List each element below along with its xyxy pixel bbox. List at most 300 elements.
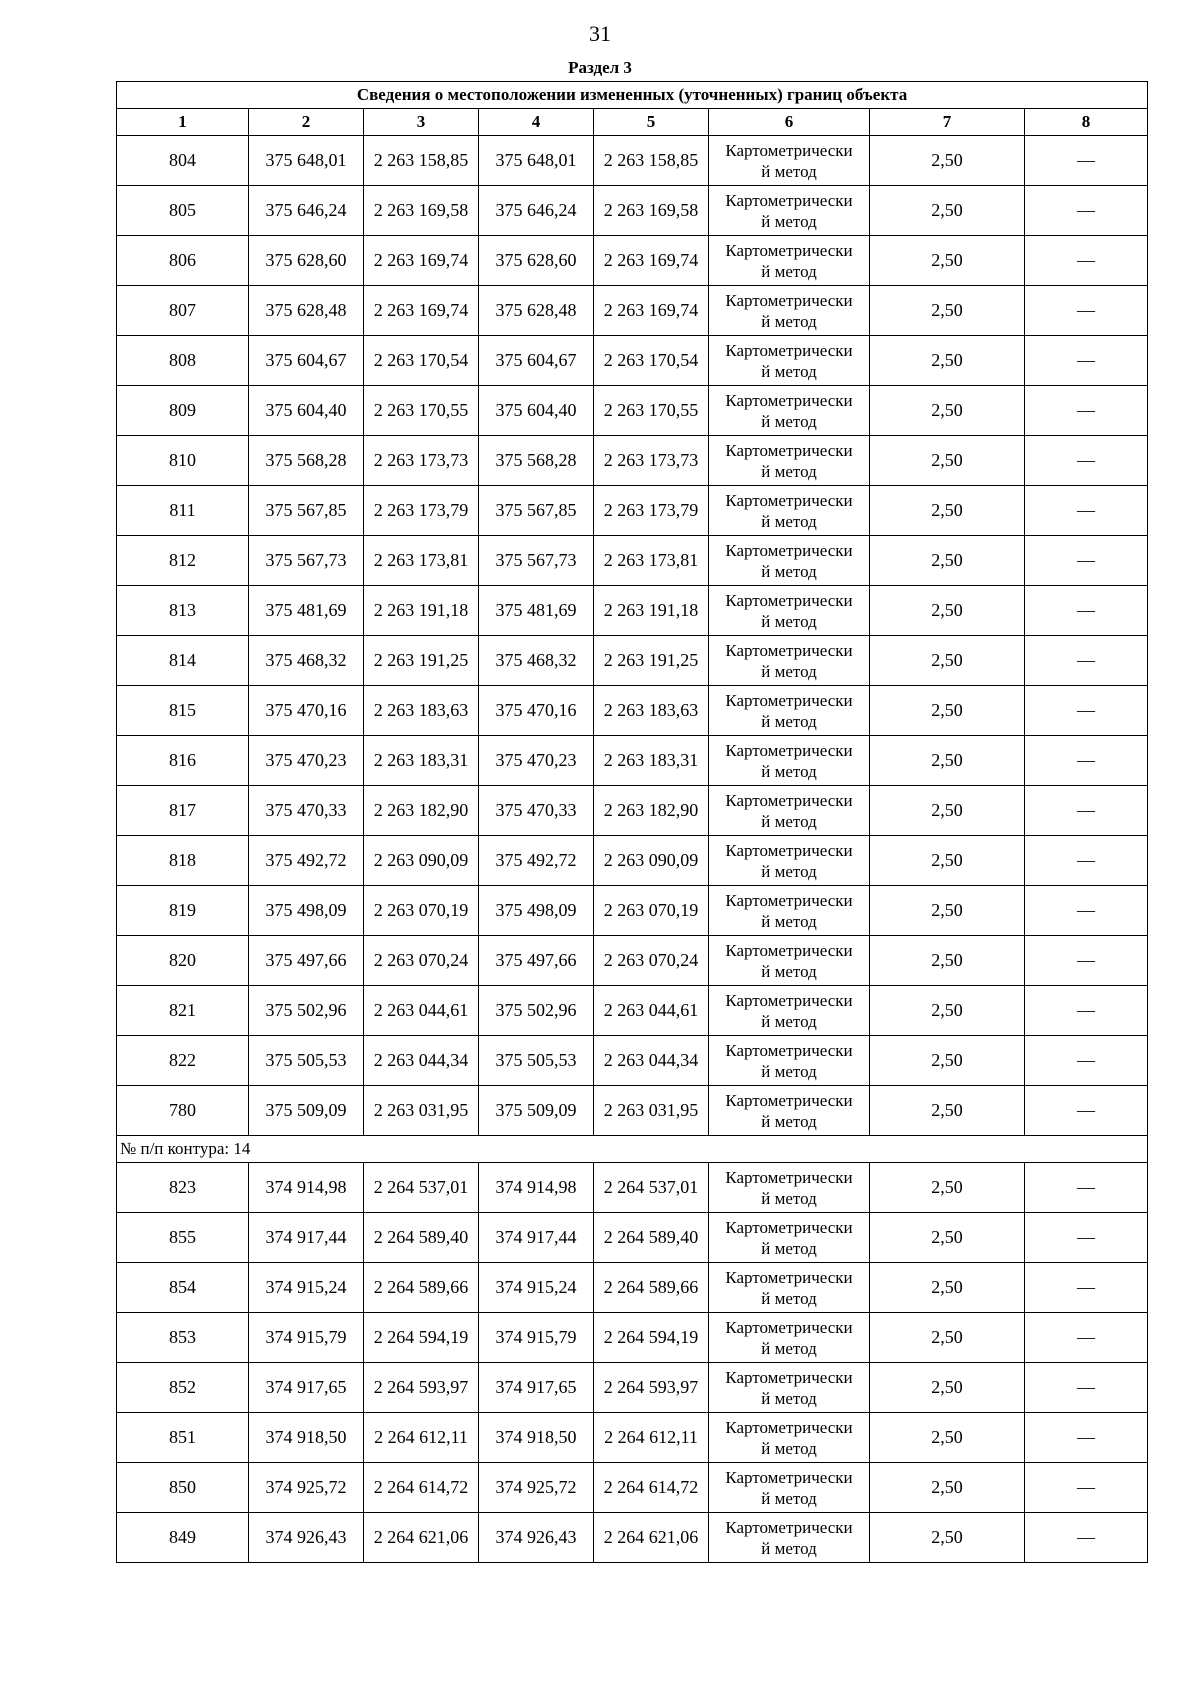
x-new-cell: 374 926,43 — [479, 1513, 594, 1563]
x-old-cell: 375 470,23 — [249, 736, 364, 786]
y-old-cell: 2 263 183,31 — [364, 736, 479, 786]
y-new-cell: 2 263 169,74 — [594, 236, 709, 286]
y-new-cell: 2 264 537,01 — [594, 1163, 709, 1213]
method-line-2: й метод — [761, 511, 817, 531]
x-new-cell: 375 628,60 — [479, 236, 594, 286]
method-line-1: Картометрически — [725, 790, 853, 810]
y-old-cell: 2 263 170,54 — [364, 336, 479, 386]
accuracy-cell: 2,50 — [870, 586, 1025, 636]
method-line-2: й метод — [761, 961, 817, 981]
description-cell: — — [1025, 386, 1148, 436]
x-old-cell: 374 917,65 — [249, 1363, 364, 1413]
x-new-cell: 375 648,01 — [479, 136, 594, 186]
y-new-cell: 2 263 173,79 — [594, 486, 709, 536]
description-cell: — — [1025, 236, 1148, 286]
method-line-1: Картометрически — [725, 1167, 853, 1187]
point-number-cell: 818 — [117, 836, 249, 886]
contour-label: № п/п контура: 14 — [117, 1136, 1148, 1163]
x-new-cell: 374 914,98 — [479, 1163, 594, 1213]
point-number-cell: 815 — [117, 686, 249, 736]
x-old-cell: 375 470,16 — [249, 686, 364, 736]
method-cell — [709, 886, 870, 936]
accuracy-cell: 2,50 — [870, 1513, 1025, 1563]
point-number-cell: 816 — [117, 736, 249, 786]
table-caption: Сведения о местоположении измененных (уточненных) границ объекта — [117, 82, 1148, 109]
accuracy-cell: 2,50 — [870, 536, 1025, 586]
method-line-2: й метод — [761, 1288, 817, 1308]
description-cell: — — [1025, 636, 1148, 686]
y-old-cell: 2 264 593,97 — [364, 1363, 479, 1413]
description-cell: — — [1025, 786, 1148, 836]
y-new-cell: 2 263 191,25 — [594, 636, 709, 686]
method-cell — [709, 436, 870, 486]
x-old-cell: 375 567,73 — [249, 536, 364, 586]
method-cell — [709, 386, 870, 436]
y-old-cell: 2 263 169,74 — [364, 286, 479, 336]
point-number-cell: 811 — [117, 486, 249, 536]
description-cell: — — [1025, 736, 1148, 786]
point-number-cell: 849 — [117, 1513, 249, 1563]
point-number-cell: 819 — [117, 886, 249, 936]
description-cell: — — [1025, 1513, 1148, 1563]
accuracy-cell: 2,50 — [870, 1463, 1025, 1513]
method-line-2: й метод — [761, 1111, 817, 1131]
table-row — [117, 436, 1148, 486]
y-old-cell: 2 263 191,25 — [364, 636, 479, 686]
description-cell: — — [1025, 186, 1148, 236]
y-old-cell: 2 263 044,34 — [364, 1036, 479, 1086]
x-old-cell: 374 914,98 — [249, 1163, 364, 1213]
x-old-cell: 375 492,72 — [249, 836, 364, 886]
method-line-1: Картометрически — [725, 1417, 853, 1437]
description-cell: — — [1025, 986, 1148, 1036]
x-old-cell: 374 915,79 — [249, 1313, 364, 1363]
column-number: 3 — [364, 109, 479, 136]
y-old-cell: 2 263 031,95 — [364, 1086, 479, 1136]
table-row — [117, 1513, 1148, 1563]
table-row — [117, 1213, 1148, 1263]
x-new-cell: 375 481,69 — [479, 586, 594, 636]
accuracy-cell: 2,50 — [870, 1413, 1025, 1463]
x-old-cell: 375 509,09 — [249, 1086, 364, 1136]
y-new-cell: 2 263 183,31 — [594, 736, 709, 786]
table-body — [117, 136, 1148, 1563]
y-old-cell: 2 263 169,58 — [364, 186, 479, 236]
column-number: 4 — [479, 109, 594, 136]
x-new-cell: 375 470,23 — [479, 736, 594, 786]
y-old-cell: 2 264 594,19 — [364, 1313, 479, 1363]
x-new-cell: 375 646,24 — [479, 186, 594, 236]
y-old-cell: 2 263 191,18 — [364, 586, 479, 636]
point-number-cell: 854 — [117, 1263, 249, 1313]
x-old-cell: 375 481,69 — [249, 586, 364, 636]
description-cell: — — [1025, 586, 1148, 636]
column-number-row — [117, 109, 1148, 136]
x-old-cell: 375 568,28 — [249, 436, 364, 486]
y-old-cell: 2 263 158,85 — [364, 136, 479, 186]
y-new-cell: 2 263 169,58 — [594, 186, 709, 236]
method-cell — [709, 786, 870, 836]
description-cell: — — [1025, 1086, 1148, 1136]
y-new-cell: 2 263 182,90 — [594, 786, 709, 836]
y-new-cell: 2 263 070,24 — [594, 936, 709, 986]
accuracy-cell: 2,50 — [870, 1213, 1025, 1263]
table-row — [117, 586, 1148, 636]
x-old-cell: 375 470,33 — [249, 786, 364, 836]
method-line-1: Картометрически — [725, 1317, 853, 1337]
x-new-cell: 374 925,72 — [479, 1463, 594, 1513]
point-number-cell: 808 — [117, 336, 249, 386]
method-line-2: й метод — [761, 911, 817, 931]
x-old-cell: 374 917,44 — [249, 1213, 364, 1263]
method-line-1: Картометрически — [725, 290, 853, 310]
table-row — [117, 1086, 1148, 1136]
y-new-cell: 2 263 169,74 — [594, 286, 709, 336]
description-cell: — — [1025, 886, 1148, 936]
method-cell — [709, 686, 870, 736]
accuracy-cell: 2,50 — [870, 336, 1025, 386]
method-line-2: й метод — [761, 211, 817, 231]
method-cell — [709, 486, 870, 536]
table-row — [117, 236, 1148, 286]
method-line-2: й метод — [761, 1238, 817, 1258]
point-number-cell: 813 — [117, 586, 249, 636]
method-line-2: й метод — [761, 761, 817, 781]
x-new-cell: 375 492,72 — [479, 836, 594, 886]
method-cell — [709, 1163, 870, 1213]
accuracy-cell: 2,50 — [870, 1363, 1025, 1413]
method-line-1: Картометрически — [725, 540, 853, 560]
description-cell: — — [1025, 686, 1148, 736]
table-row — [117, 386, 1148, 436]
method-line-2: й метод — [761, 361, 817, 381]
point-number-cell: 852 — [117, 1363, 249, 1413]
accuracy-cell: 2,50 — [870, 186, 1025, 236]
point-number-cell: 820 — [117, 936, 249, 986]
column-number: 6 — [709, 109, 870, 136]
table-row — [117, 986, 1148, 1036]
x-new-cell: 375 470,33 — [479, 786, 594, 836]
point-number-cell: 809 — [117, 386, 249, 436]
x-new-cell: 375 567,73 — [479, 536, 594, 586]
table-row — [117, 786, 1148, 836]
method-line-1: Картометрически — [725, 640, 853, 660]
method-cell — [709, 1413, 870, 1463]
point-number-cell: 851 — [117, 1413, 249, 1463]
method-cell — [709, 836, 870, 886]
method-line-1: Картометрически — [725, 590, 853, 610]
y-new-cell: 2 263 044,61 — [594, 986, 709, 1036]
column-number: 2 — [249, 109, 364, 136]
x-new-cell: 375 568,28 — [479, 436, 594, 486]
method-cell — [709, 586, 870, 636]
point-number-cell: 812 — [117, 536, 249, 586]
method-cell — [709, 236, 870, 286]
accuracy-cell: 2,50 — [870, 986, 1025, 1036]
x-new-cell: 375 628,48 — [479, 286, 594, 336]
y-old-cell: 2 263 070,24 — [364, 936, 479, 986]
x-new-cell: 375 604,67 — [479, 336, 594, 386]
y-old-cell: 2 263 170,55 — [364, 386, 479, 436]
y-new-cell: 2 263 173,73 — [594, 436, 709, 486]
point-number-cell: 822 — [117, 1036, 249, 1086]
table-row — [117, 836, 1148, 886]
x-old-cell: 375 628,60 — [249, 236, 364, 286]
x-old-cell: 375 604,67 — [249, 336, 364, 386]
accuracy-cell: 2,50 — [870, 1036, 1025, 1086]
accuracy-cell: 2,50 — [870, 636, 1025, 686]
method-line-1: Картометрически — [725, 890, 853, 910]
y-old-cell: 2 263 182,90 — [364, 786, 479, 836]
y-new-cell: 2 264 594,19 — [594, 1313, 709, 1363]
y-old-cell: 2 263 169,74 — [364, 236, 479, 286]
description-cell: — — [1025, 1163, 1148, 1213]
table-row — [117, 136, 1148, 186]
accuracy-cell: 2,50 — [870, 786, 1025, 836]
method-line-2: й метод — [761, 811, 817, 831]
method-line-1: Картометрически — [725, 240, 853, 260]
x-new-cell: 375 498,09 — [479, 886, 594, 936]
y-new-cell: 2 263 090,09 — [594, 836, 709, 886]
method-line-1: Картометрически — [725, 1467, 853, 1487]
accuracy-cell: 2,50 — [870, 736, 1025, 786]
table-row — [117, 686, 1148, 736]
table-row — [117, 636, 1148, 686]
y-new-cell: 2 264 614,72 — [594, 1463, 709, 1513]
y-new-cell: 2 264 589,40 — [594, 1213, 709, 1263]
y-old-cell: 2 263 173,79 — [364, 486, 479, 536]
contour-label-row — [117, 1136, 1148, 1163]
x-new-cell: 374 918,50 — [479, 1413, 594, 1463]
y-old-cell: 2 264 614,72 — [364, 1463, 479, 1513]
table-row — [117, 1163, 1148, 1213]
column-number: 7 — [870, 109, 1025, 136]
table-row — [117, 936, 1148, 986]
x-new-cell: 375 567,85 — [479, 486, 594, 536]
point-number-cell: 855 — [117, 1213, 249, 1263]
accuracy-cell: 2,50 — [870, 836, 1025, 886]
method-line-2: й метод — [761, 1188, 817, 1208]
table-row — [117, 286, 1148, 336]
description-cell: — — [1025, 1263, 1148, 1313]
method-line-2: й метод — [761, 711, 817, 731]
method-cell — [709, 736, 870, 786]
method-line-1: Картометрически — [725, 140, 853, 160]
point-number-cell: 780 — [117, 1086, 249, 1136]
y-old-cell: 2 264 589,66 — [364, 1263, 479, 1313]
method-cell — [709, 1513, 870, 1563]
x-new-cell: 375 470,16 — [479, 686, 594, 736]
page-number: 31 — [589, 21, 611, 46]
method-line-1: Картометрически — [725, 340, 853, 360]
table-row — [117, 486, 1148, 536]
accuracy-cell: 2,50 — [870, 286, 1025, 336]
description-cell: — — [1025, 486, 1148, 536]
method-line-2: й метод — [761, 261, 817, 281]
accuracy-cell: 2,50 — [870, 686, 1025, 736]
table-row — [117, 186, 1148, 236]
method-line-1: Картометрически — [725, 1517, 853, 1537]
y-old-cell: 2 263 183,63 — [364, 686, 479, 736]
method-line-1: Картометрически — [725, 440, 853, 460]
x-old-cell: 375 502,96 — [249, 986, 364, 1036]
y-new-cell: 2 263 173,81 — [594, 536, 709, 586]
y-old-cell: 2 263 070,19 — [364, 886, 479, 936]
method-line-1: Картометрически — [725, 940, 853, 960]
point-number-cell: 814 — [117, 636, 249, 686]
table-caption-row — [117, 82, 1148, 109]
description-cell: — — [1025, 1463, 1148, 1513]
table-row — [117, 1363, 1148, 1413]
method-line-2: й метод — [761, 411, 817, 431]
method-line-1: Картометрически — [725, 990, 853, 1010]
method-cell — [709, 186, 870, 236]
point-number-cell: 805 — [117, 186, 249, 236]
method-line-2: й метод — [761, 1011, 817, 1031]
accuracy-cell: 2,50 — [870, 486, 1025, 536]
method-cell — [709, 286, 870, 336]
point-number-cell: 850 — [117, 1463, 249, 1513]
method-line-2: й метод — [761, 561, 817, 581]
column-number: 5 — [594, 109, 709, 136]
y-new-cell: 2 263 044,34 — [594, 1036, 709, 1086]
method-line-1: Картометрически — [725, 1267, 853, 1287]
method-line-2: й метод — [761, 161, 817, 181]
point-number-cell: 823 — [117, 1163, 249, 1213]
x-old-cell: 375 498,09 — [249, 886, 364, 936]
y-old-cell: 2 263 173,81 — [364, 536, 479, 586]
x-new-cell: 375 604,40 — [479, 386, 594, 436]
x-old-cell: 375 648,01 — [249, 136, 364, 186]
table-row — [117, 1463, 1148, 1513]
x-new-cell: 375 505,53 — [479, 1036, 594, 1086]
method-line-2: й метод — [761, 461, 817, 481]
method-cell — [709, 1263, 870, 1313]
y-old-cell: 2 263 044,61 — [364, 986, 479, 1036]
method-line-2: й метод — [761, 861, 817, 881]
method-cell — [709, 136, 870, 186]
x-old-cell: 374 918,50 — [249, 1413, 364, 1463]
accuracy-cell: 2,50 — [870, 1263, 1025, 1313]
accuracy-cell: 2,50 — [870, 936, 1025, 986]
x-old-cell: 375 646,24 — [249, 186, 364, 236]
accuracy-cell: 2,50 — [870, 236, 1025, 286]
x-old-cell: 375 628,48 — [249, 286, 364, 336]
description-cell: — — [1025, 1036, 1148, 1086]
x-old-cell: 375 604,40 — [249, 386, 364, 436]
method-cell — [709, 1313, 870, 1363]
method-cell — [709, 1463, 870, 1513]
table-row — [117, 336, 1148, 386]
description-cell: — — [1025, 336, 1148, 386]
method-line-1: Картометрически — [725, 690, 853, 710]
boundary-coordinates-table — [116, 81, 1148, 1563]
x-new-cell: 374 915,24 — [479, 1263, 594, 1313]
accuracy-cell: 2,50 — [870, 886, 1025, 936]
x-new-cell: 374 917,65 — [479, 1363, 594, 1413]
description-cell: — — [1025, 136, 1148, 186]
method-line-2: й метод — [761, 661, 817, 681]
method-line-1: Картометрически — [725, 490, 853, 510]
point-number-cell: 810 — [117, 436, 249, 486]
method-line-1: Картометрически — [725, 1217, 853, 1237]
y-new-cell: 2 264 589,66 — [594, 1263, 709, 1313]
point-number-cell: 853 — [117, 1313, 249, 1363]
accuracy-cell: 2,50 — [870, 436, 1025, 486]
point-number-cell: 821 — [117, 986, 249, 1036]
y-old-cell: 2 264 621,06 — [364, 1513, 479, 1563]
x-new-cell: 374 915,79 — [479, 1313, 594, 1363]
x-new-cell: 375 502,96 — [479, 986, 594, 1036]
method-line-2: й метод — [761, 1488, 817, 1508]
accuracy-cell: 2,50 — [870, 136, 1025, 186]
x-new-cell: 375 497,66 — [479, 936, 594, 986]
method-line-1: Картометрически — [725, 1367, 853, 1387]
y-new-cell: 2 264 593,97 — [594, 1363, 709, 1413]
accuracy-cell: 2,50 — [870, 386, 1025, 436]
method-line-2: й метод — [761, 1338, 817, 1358]
table-row — [117, 1263, 1148, 1313]
x-new-cell: 374 917,44 — [479, 1213, 594, 1263]
y-old-cell: 2 264 612,11 — [364, 1413, 479, 1463]
method-line-2: й метод — [761, 1538, 817, 1558]
method-line-1: Картометрически — [725, 390, 853, 410]
method-line-1: Картометрически — [725, 840, 853, 860]
description-cell: — — [1025, 436, 1148, 486]
y-old-cell: 2 264 589,40 — [364, 1213, 479, 1263]
y-new-cell: 2 263 183,63 — [594, 686, 709, 736]
y-new-cell: 2 263 170,55 — [594, 386, 709, 436]
y-new-cell: 2 263 158,85 — [594, 136, 709, 186]
section-title: Раздел 3 — [568, 58, 632, 77]
x-old-cell: 375 567,85 — [249, 486, 364, 536]
column-number: 1 — [117, 109, 249, 136]
method-cell — [709, 636, 870, 686]
description-cell: — — [1025, 836, 1148, 886]
y-old-cell: 2 264 537,01 — [364, 1163, 479, 1213]
x-old-cell: 374 926,43 — [249, 1513, 364, 1563]
x-old-cell: 375 497,66 — [249, 936, 364, 986]
accuracy-cell: 2,50 — [870, 1086, 1025, 1136]
description-cell: — — [1025, 1413, 1148, 1463]
point-number-cell: 806 — [117, 236, 249, 286]
method-cell — [709, 1036, 870, 1086]
table-row — [117, 1313, 1148, 1363]
point-number-cell: 817 — [117, 786, 249, 836]
method-line-2: й метод — [761, 611, 817, 631]
description-cell: — — [1025, 286, 1148, 336]
description-cell: — — [1025, 536, 1148, 586]
point-number-cell: 804 — [117, 136, 249, 186]
method-cell — [709, 336, 870, 386]
description-cell: — — [1025, 1213, 1148, 1263]
y-new-cell: 2 263 070,19 — [594, 886, 709, 936]
x-old-cell: 375 468,32 — [249, 636, 364, 686]
description-cell: — — [1025, 1313, 1148, 1363]
method-cell — [709, 986, 870, 1036]
table-row — [117, 536, 1148, 586]
method-line-2: й метод — [761, 1438, 817, 1458]
y-new-cell: 2 264 612,11 — [594, 1413, 709, 1463]
y-new-cell: 2 263 191,18 — [594, 586, 709, 636]
y-new-cell: 2 263 031,95 — [594, 1086, 709, 1136]
method-cell — [709, 1086, 870, 1136]
method-cell — [709, 1363, 870, 1413]
table-row — [117, 1413, 1148, 1463]
x-old-cell: 374 925,72 — [249, 1463, 364, 1513]
x-new-cell: 375 468,32 — [479, 636, 594, 686]
column-number: 8 — [1025, 109, 1148, 136]
